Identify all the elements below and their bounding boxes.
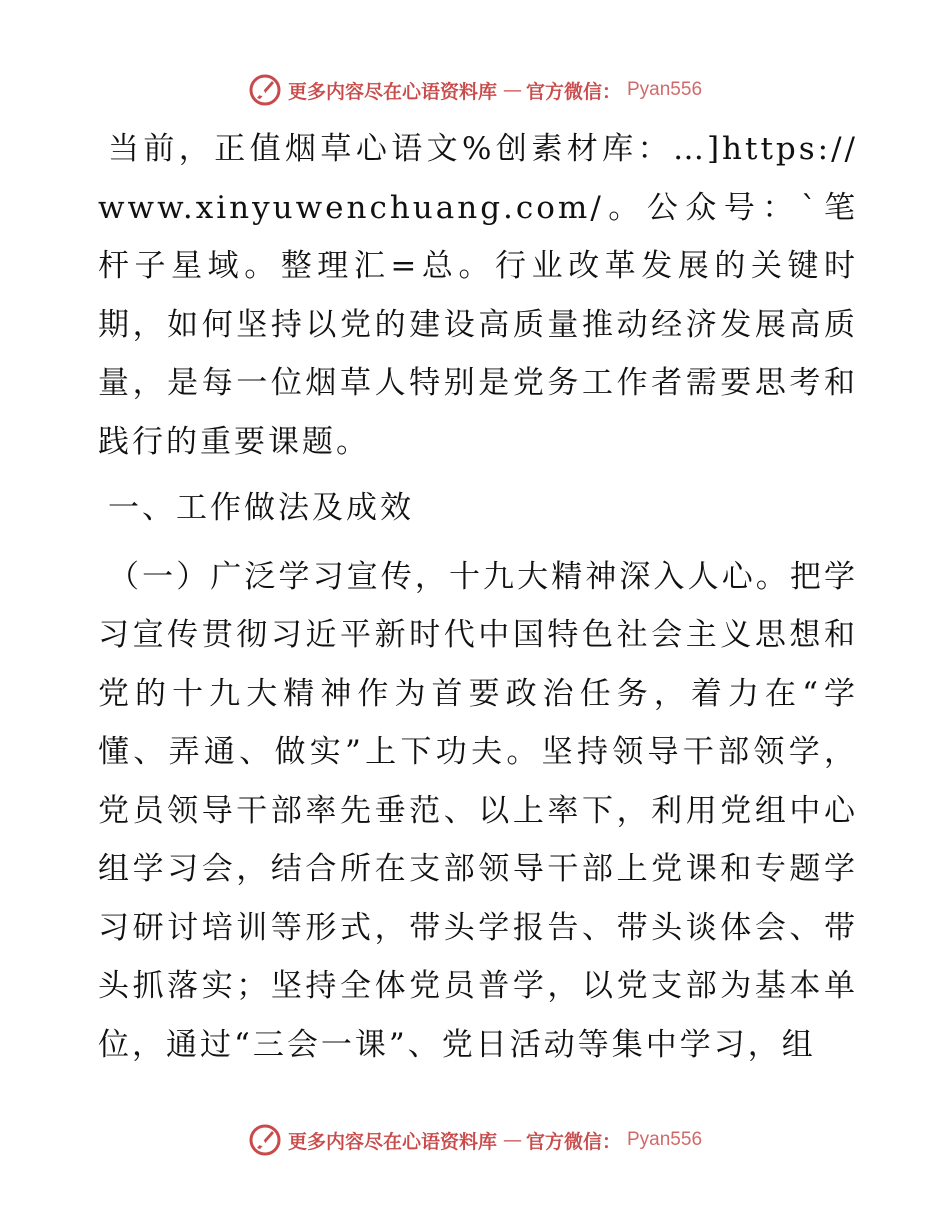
section-paragraph: （一）广泛学习宣传，十九大精神深入人心。把学习宣传贯彻习近平新时代中国特色社会主义思想和党的十九大精神作为首要政治任务，着力在“学懂、弄通、做实”上下功夫。坚持领导干部领学，党员领导干部率先垂范、以上率下，利用党组中心组学习会，结合所在支部领导干部上党课和专题学习研讨培训等形式，带头学报告、带头谈体会、带头抓落实；坚持全体党员普学，以党支部为基本单位，通过“三会一课”、党日活动等集中学习，组 bbox=[98, 558, 858, 1063]
footer-banner bbox=[0, 1120, 950, 1160]
intro-paragraph: 当前，正值烟草心语文%创素材库：…]https://www.xinyuwenchuang.com/。公众号：`笔杆子星域。整理汇=总。行业改革发展的关键时期，如何坚持以党的建设高质量推动经济发展高质量，是每一位烟草人特别是党务工作者需要思考和践行的重要课题。 bbox=[98, 131, 858, 460]
header-banner bbox=[0, 70, 950, 110]
banner-wechat-handle: Pyan556 bbox=[627, 79, 703, 100]
quill-seal-icon bbox=[248, 73, 282, 107]
banner-wechat-handle: Pyan556 bbox=[627, 1129, 703, 1150]
quill-seal-icon bbox=[248, 1123, 282, 1157]
banner-wechat-label: 官方微信： bbox=[525, 1130, 621, 1153]
banner-dash: — bbox=[502, 1129, 520, 1151]
section-heading: 一、工作做法及成效 bbox=[108, 490, 414, 526]
banner-promo-text: 更多内容尽在心语资料库 bbox=[287, 80, 497, 103]
banner-wechat-label: 官方微信： bbox=[525, 80, 621, 103]
document-body bbox=[98, 120, 858, 1100]
banner-promo-text: 更多内容尽在心语资料库 bbox=[287, 1130, 497, 1153]
banner-dash: — bbox=[502, 79, 520, 101]
